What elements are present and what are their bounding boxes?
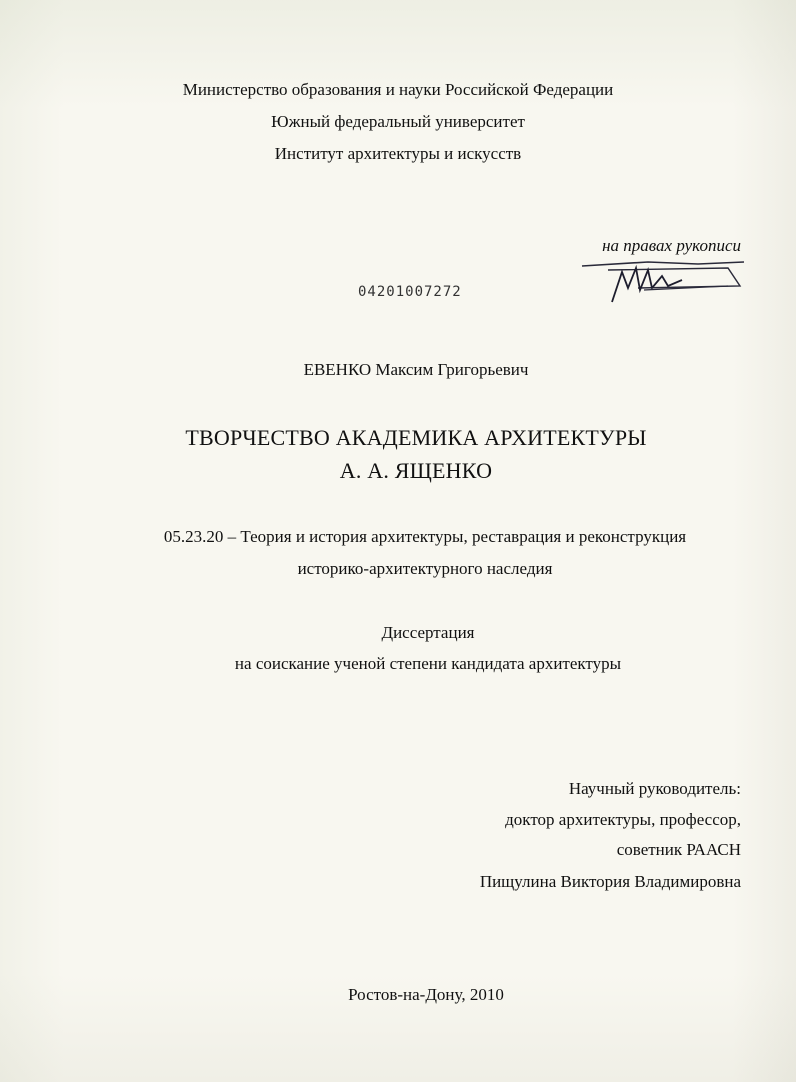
registration-number: 04201007272	[358, 284, 462, 300]
supervisor-position: советник РААСН	[616, 840, 741, 859]
specialty-line2: историко-архитектурного наследия	[297, 559, 553, 578]
ministry-name: Министерство образования и науки Российской Федерации	[182, 80, 614, 99]
supervisor-degree: доктор архитектуры, профессор,	[505, 810, 741, 829]
signature	[578, 258, 748, 308]
university-name: Южный федеральный университет	[271, 112, 525, 131]
specialty-line1: 05.23.20 – Теория и история архитектуры, реставрация и реконструкция	[163, 527, 687, 546]
author-name: ЕВЕНКО Максим Григорьевич	[303, 360, 529, 379]
supervisor-name: Пищулина Виктория Владимировна	[479, 872, 741, 891]
thesis-title-line1: ТВОРЧЕСТВО АКАДЕМИКА АРХИТЕКТУРЫ	[185, 425, 647, 450]
supervisor-label: Научный руководитель:	[568, 779, 741, 798]
place-and-year: Ростов-на-Дону, 2010	[348, 985, 504, 1004]
thesis-title-line2: А. А. ЯЩЕНКО	[339, 458, 493, 483]
manuscript-note: на правах рукописи	[602, 236, 741, 255]
work-type: Диссертация	[381, 623, 475, 642]
degree-sought: на соискание ученой степени кандидата архитектуры	[234, 654, 622, 673]
institute-name: Институт архитектуры и искусств	[274, 144, 522, 163]
